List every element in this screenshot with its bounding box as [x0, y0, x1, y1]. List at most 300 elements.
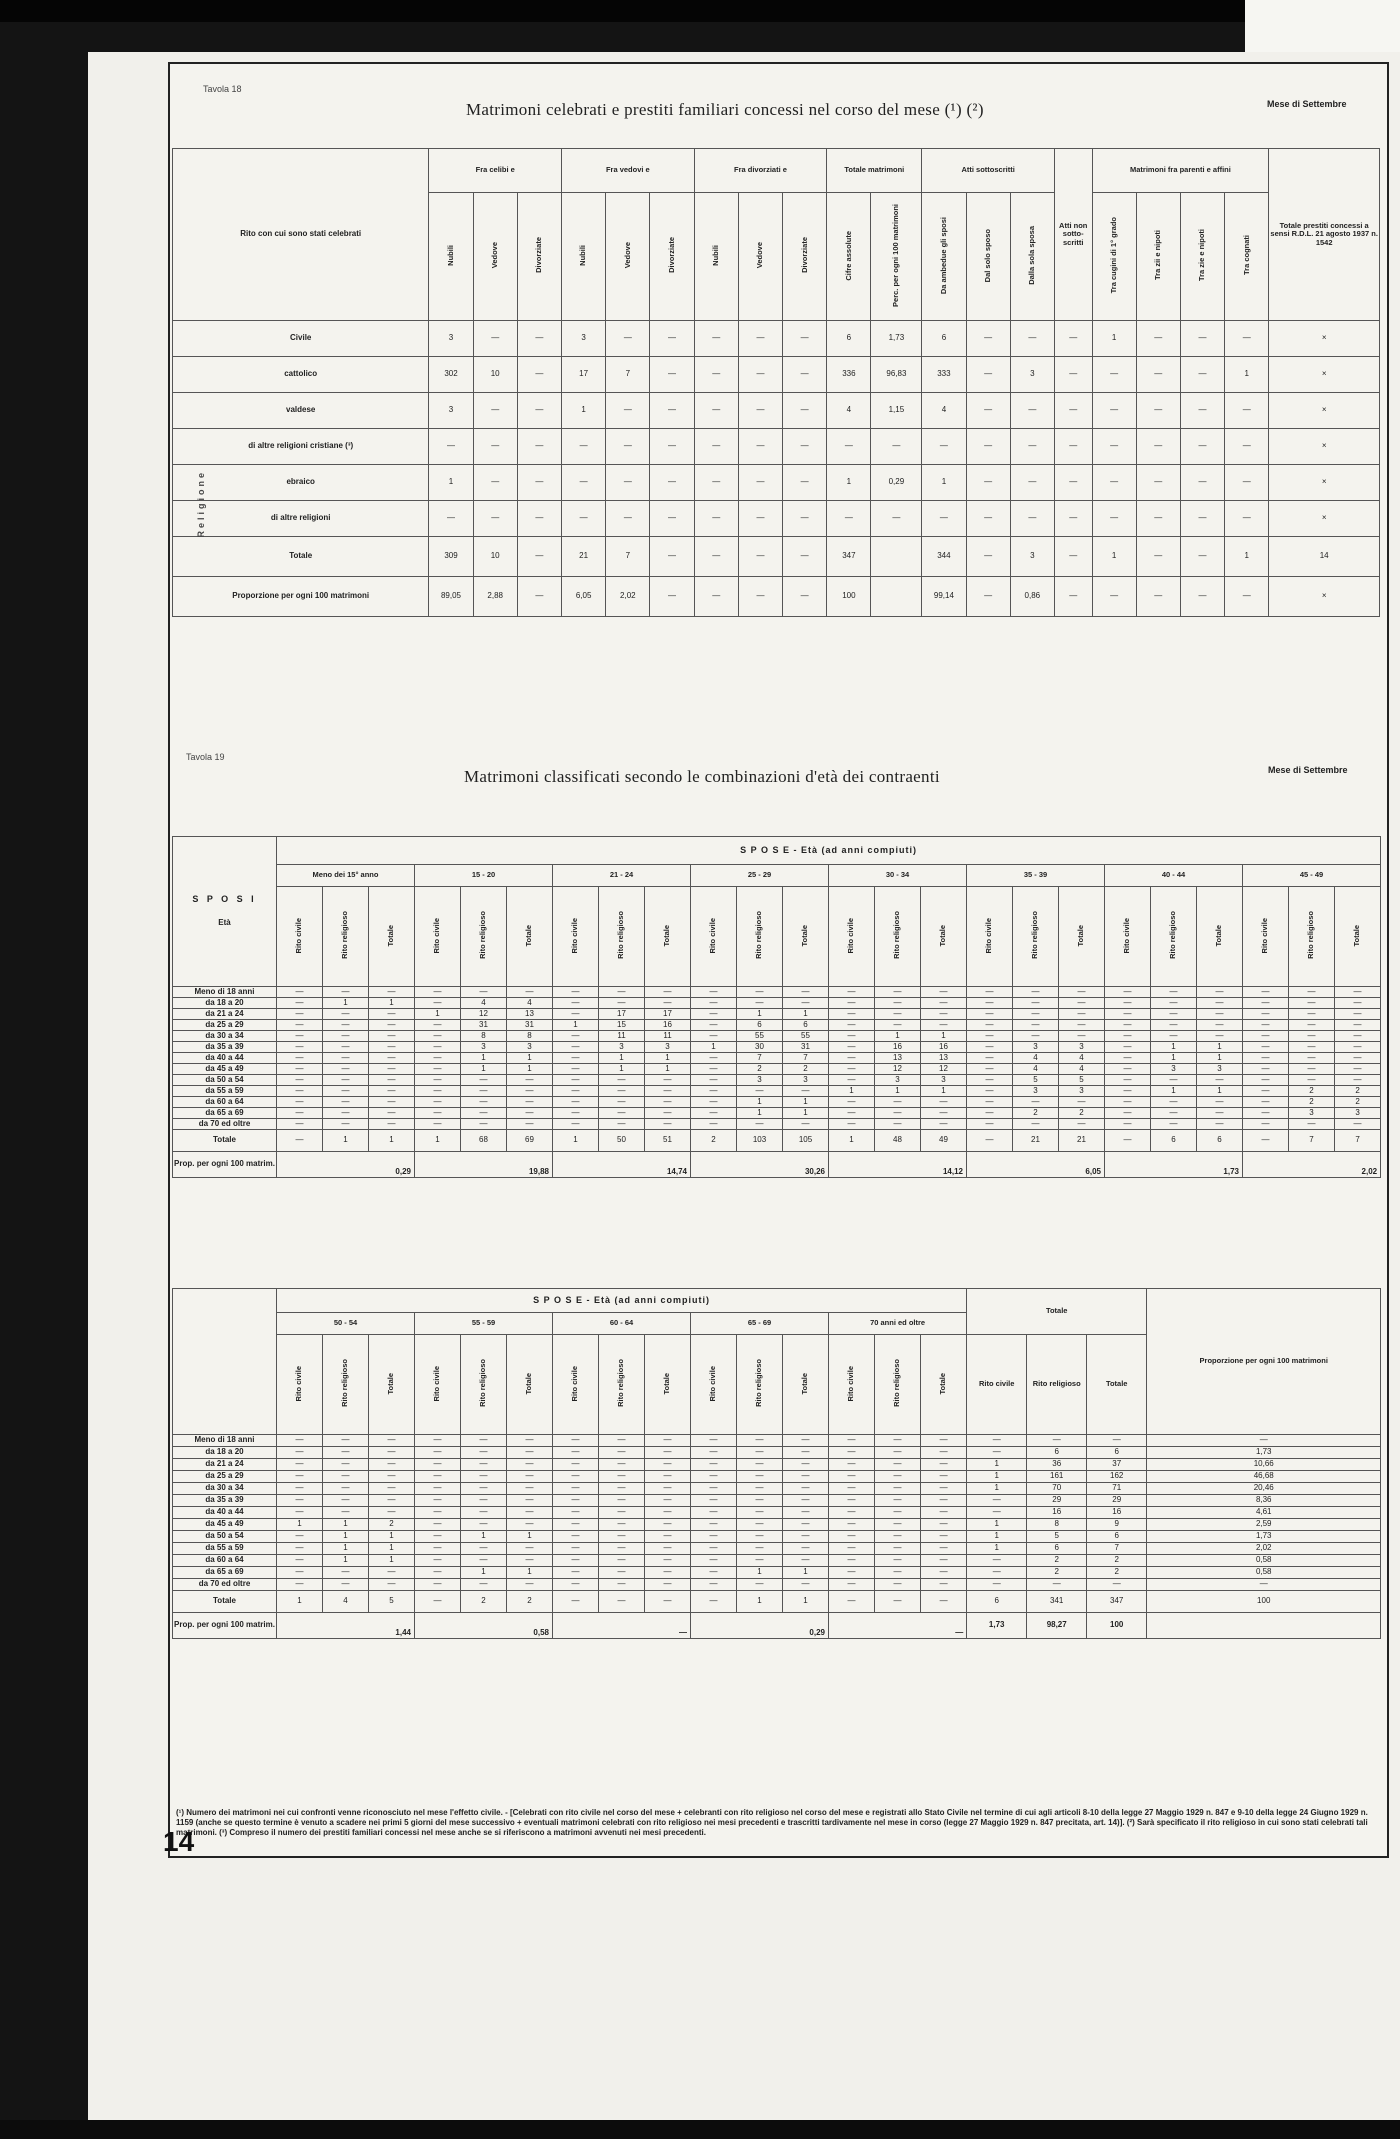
cell: 31	[783, 1042, 829, 1053]
cell: 1	[737, 1009, 783, 1020]
cell: —	[553, 1435, 599, 1447]
cell: —	[645, 1507, 691, 1519]
cell: 1	[1197, 1053, 1243, 1064]
cell: 100	[827, 577, 871, 617]
cell: —	[277, 998, 323, 1009]
table-row	[173, 357, 1380, 393]
cell: 6	[967, 1591, 1027, 1613]
cell: —	[461, 1543, 507, 1555]
cell: —	[599, 1555, 645, 1567]
cell: 89,05	[429, 577, 473, 617]
proportion-row	[173, 1152, 1381, 1178]
cell: —	[415, 1435, 461, 1447]
totale-subcol: Totale	[1087, 1335, 1147, 1435]
cell: —	[645, 1519, 691, 1531]
cell: 1	[737, 1108, 783, 1119]
cell: —	[783, 1086, 829, 1097]
group-atti-sottoscritti: Atti sottoscritti	[922, 149, 1055, 193]
cell: 2,02	[1147, 1543, 1381, 1555]
cell: —	[829, 1591, 875, 1613]
cell: 2	[1059, 1108, 1105, 1119]
cell: —	[1197, 1009, 1243, 1020]
cell: —	[737, 1495, 783, 1507]
subcol-rito-civile-text: Rito civile	[294, 1365, 304, 1402]
cell: 161	[1027, 1471, 1087, 1483]
cell: —	[691, 1075, 737, 1086]
cell: —	[1136, 577, 1180, 617]
cell: —	[507, 1108, 553, 1119]
page-number: 14	[163, 1826, 195, 1857]
cell: —	[967, 1064, 1013, 1075]
cell: 4	[1013, 1053, 1059, 1064]
cell: —	[738, 537, 782, 577]
cell: 1	[323, 1130, 369, 1152]
cell: —	[461, 1119, 507, 1130]
cell: —	[645, 987, 691, 998]
row-label: da 40 a 44	[173, 1507, 277, 1519]
cell: —	[1105, 1119, 1151, 1130]
cell: 29	[1087, 1495, 1147, 1507]
table-row	[173, 1567, 1381, 1579]
cell: —	[1136, 465, 1180, 501]
tavola-19-label: Tavola 19	[186, 752, 225, 762]
cell: —	[738, 501, 782, 537]
cell: —	[645, 1435, 691, 1447]
cell: 1	[1151, 1086, 1197, 1097]
cell: —	[737, 1543, 783, 1555]
cell: —	[277, 1053, 323, 1064]
age-group-header: 25 - 29	[691, 865, 829, 887]
cell: —	[1092, 577, 1136, 617]
subcol-rito-religioso	[323, 887, 369, 987]
cell: 1	[921, 1031, 967, 1042]
cell: 2	[1289, 1086, 1335, 1097]
cell: 31	[507, 1020, 553, 1031]
cell: 347	[1087, 1591, 1147, 1613]
cell: —	[323, 1567, 369, 1579]
cell: —	[1151, 987, 1197, 998]
cell: —	[461, 1555, 507, 1567]
subcol-rito-religioso-text: Rito religioso	[616, 911, 626, 960]
cell: —	[1105, 987, 1151, 998]
cell: —	[1105, 1042, 1151, 1053]
row-label: Totale	[173, 1591, 277, 1613]
cell: —	[694, 321, 738, 357]
cell: —	[1010, 429, 1054, 465]
cell: —	[415, 1053, 461, 1064]
cell: —	[1027, 1579, 1087, 1591]
cell: 1	[323, 1531, 369, 1543]
cell: —	[553, 1086, 599, 1097]
cell: 3	[783, 1075, 829, 1086]
cell: 4	[1013, 1064, 1059, 1075]
cell: 49	[921, 1130, 967, 1152]
cell: —	[967, 1042, 1013, 1053]
cell: 1	[921, 1086, 967, 1097]
proportion-cell: 14,74	[553, 1152, 691, 1178]
cell: —	[369, 1042, 415, 1053]
cell: —	[553, 1075, 599, 1086]
t18-subcol-13-text: Dalla sola sposa	[1027, 225, 1037, 285]
cell: 1	[691, 1042, 737, 1053]
t18-subcol-5	[650, 193, 694, 321]
cell: —	[737, 1447, 783, 1459]
subcol-totale-text: Totale	[1352, 924, 1362, 947]
cell: —	[829, 987, 875, 998]
cell: 6	[1027, 1543, 1087, 1555]
table-row	[173, 1591, 1381, 1613]
cell: —	[1136, 393, 1180, 429]
subcol-rito-religioso	[1013, 887, 1059, 987]
t18-subcol-0-text: Nubili	[445, 244, 455, 266]
row-label: Proporzione per ogni 100 matrimoni	[173, 577, 429, 617]
cell: —	[737, 1435, 783, 1447]
proportion-row	[173, 1613, 1381, 1639]
cell: —	[694, 537, 738, 577]
cell: —	[1243, 1086, 1289, 1097]
cell: —	[691, 1591, 737, 1613]
tavola-18-label: Tavola 18	[203, 84, 242, 94]
subcol-rito-civile	[277, 887, 323, 987]
cell: —	[1335, 1031, 1381, 1042]
cell: ×	[1269, 393, 1380, 429]
subcol-totale-text: Totale	[386, 1372, 396, 1395]
cell: —	[921, 1579, 967, 1591]
cell: —	[737, 1519, 783, 1531]
subcol-rito-religioso	[737, 887, 783, 987]
table-row	[173, 1519, 1381, 1531]
cell: —	[277, 1447, 323, 1459]
table-row	[173, 1097, 1381, 1108]
cell: —	[599, 1471, 645, 1483]
cell: 1	[783, 1009, 829, 1020]
cell: —	[967, 998, 1013, 1009]
subcol-totale-text: Totale	[938, 1372, 948, 1395]
cell: 6	[783, 1020, 829, 1031]
cell: —	[507, 1435, 553, 1447]
cell: 71	[1087, 1483, 1147, 1495]
cell: —	[1180, 393, 1224, 429]
cell: —	[323, 1097, 369, 1108]
row-label: da 65 a 69	[173, 1567, 277, 1579]
cell: —	[323, 1108, 369, 1119]
cell: —	[829, 998, 875, 1009]
cell: —	[1243, 1031, 1289, 1042]
cell: —	[691, 1435, 737, 1447]
tavola-19-mese: Mese di Settembre	[1268, 765, 1348, 775]
cell: —	[562, 465, 606, 501]
cell: —	[967, 1435, 1027, 1447]
subcol-rito-religioso-text: Rito religioso	[754, 911, 764, 960]
cell: —	[1054, 429, 1092, 465]
cell: —	[966, 577, 1010, 617]
cell: —	[1243, 1064, 1289, 1075]
cell: —	[562, 501, 606, 537]
cell: —	[1054, 321, 1092, 357]
cell: 1	[507, 1064, 553, 1075]
cell: —	[966, 429, 1010, 465]
cell: —	[1289, 1075, 1335, 1086]
cell: —	[875, 1531, 921, 1543]
row-label: di altre religioni cristiane (³)	[173, 429, 429, 465]
cell: —	[553, 1531, 599, 1543]
row-label: da 45 a 49	[173, 1064, 277, 1075]
subcol-totale-text: Totale	[1214, 924, 1224, 947]
cell: —	[277, 1579, 323, 1591]
cell: —	[645, 1579, 691, 1591]
cell: 2,59	[1147, 1519, 1381, 1531]
age-group-header: 40 - 44	[1105, 865, 1243, 887]
cell: —	[691, 1086, 737, 1097]
cell: —	[517, 429, 561, 465]
cell: —	[429, 501, 473, 537]
cell: —	[691, 1031, 737, 1042]
table-19-part-1	[172, 836, 1381, 1178]
cell: —	[1225, 501, 1269, 537]
totale-proportion-cell: 98,27	[1027, 1613, 1087, 1639]
cell: 5	[1013, 1075, 1059, 1086]
cell: 1	[553, 1130, 599, 1152]
proportion-cell: 0,29	[691, 1613, 829, 1639]
cell: 48	[875, 1130, 921, 1152]
cell: —	[507, 1447, 553, 1459]
cell: 11	[645, 1031, 691, 1042]
row-label: cattolico	[173, 357, 429, 393]
cell: —	[323, 1483, 369, 1495]
cell: —	[738, 429, 782, 465]
cell: —	[875, 1555, 921, 1567]
subcol-totale-text: Totale	[1076, 924, 1086, 947]
cell: —	[967, 1031, 1013, 1042]
cell	[871, 537, 922, 577]
cell: —	[369, 1507, 415, 1519]
cell: —	[1197, 1097, 1243, 1108]
cell: —	[921, 1097, 967, 1108]
cell: —	[415, 987, 461, 998]
cell: —	[737, 1555, 783, 1567]
subcol-rito-religioso	[323, 1335, 369, 1435]
cell: —	[277, 1483, 323, 1495]
cell: 16	[921, 1042, 967, 1053]
cell: —	[415, 1567, 461, 1579]
cell: —	[921, 1519, 967, 1531]
row-label: da 55 a 59	[173, 1543, 277, 1555]
cell: —	[415, 1108, 461, 1119]
row-label: da 25 a 29	[173, 1020, 277, 1031]
table-row	[173, 393, 1380, 429]
row-label: da 50 a 54	[173, 1531, 277, 1543]
age-group-header: 15 - 20	[415, 865, 553, 887]
cell: 3	[1010, 357, 1054, 393]
cell: —	[277, 1495, 323, 1507]
table-row	[173, 1053, 1381, 1064]
scan-bottom-border	[0, 2120, 1400, 2139]
t18-subcol-4	[606, 193, 650, 321]
scan-top-border	[0, 0, 1400, 22]
t18-subcol-17	[1225, 193, 1269, 321]
cell: —	[922, 501, 966, 537]
cell: —	[369, 1108, 415, 1119]
cell: —	[783, 987, 829, 998]
cell: —	[966, 321, 1010, 357]
cell: —	[1092, 429, 1136, 465]
rito-header: Rito con cui sono stati celebrati	[173, 149, 429, 321]
cell: —	[966, 537, 1010, 577]
cell: —	[783, 1519, 829, 1531]
cell: —	[691, 1543, 737, 1555]
cell: 4	[1059, 1053, 1105, 1064]
cell: 5	[1027, 1531, 1087, 1543]
t18-subcol-16-text: Tra zie e nipoti	[1197, 229, 1207, 282]
cell: ×	[1269, 321, 1380, 357]
cell: —	[553, 1591, 599, 1613]
cell: —	[323, 1507, 369, 1519]
cell: —	[966, 357, 1010, 393]
cell: —	[1151, 1119, 1197, 1130]
cell: —	[517, 321, 561, 357]
row-label: valdese	[173, 393, 429, 429]
proportion-cell: —	[553, 1613, 691, 1639]
cell: —	[1197, 1075, 1243, 1086]
spose-header: S P O S E - Età (ad anni compiuti)	[277, 837, 1381, 865]
cell: 12	[461, 1009, 507, 1020]
cell: —	[429, 429, 473, 465]
cell: —	[507, 1579, 553, 1591]
totale-header: Totale	[967, 1289, 1147, 1335]
subcol-rito-civile-text: Rito civile	[1260, 917, 1270, 954]
cell: 1	[507, 1567, 553, 1579]
cell: —	[599, 1519, 645, 1531]
cell: —	[553, 998, 599, 1009]
cell: —	[1013, 1031, 1059, 1042]
cell: —	[1289, 1009, 1335, 1020]
cell: —	[1105, 998, 1151, 1009]
cell: —	[921, 1009, 967, 1020]
age-group-header: 70 anni ed oltre	[829, 1313, 967, 1335]
cell: 1	[461, 1064, 507, 1075]
cell: —	[323, 1459, 369, 1471]
cell: —	[645, 1108, 691, 1119]
cell: —	[829, 1567, 875, 1579]
t18-subcol-6-text: Nubili	[711, 244, 721, 266]
cell: —	[783, 1579, 829, 1591]
cell: 6	[1087, 1531, 1147, 1543]
cell: —	[738, 577, 782, 617]
cell: —	[694, 357, 738, 393]
row-label: da 60 a 64	[173, 1097, 277, 1108]
cell: —	[415, 1471, 461, 1483]
cell: —	[737, 987, 783, 998]
cell: —	[1180, 429, 1224, 465]
cell: —	[369, 1483, 415, 1495]
subcol-rito-civile	[829, 1335, 875, 1435]
cell: —	[829, 1555, 875, 1567]
row-label: da 60 a 64	[173, 1555, 277, 1567]
cell: —	[829, 1519, 875, 1531]
cell: 8,36	[1147, 1495, 1381, 1507]
cell: 17	[645, 1009, 691, 1020]
cell: —	[694, 393, 738, 429]
subcol-rito-religioso	[875, 1335, 921, 1435]
cell: —	[1289, 1042, 1335, 1053]
cell: —	[415, 998, 461, 1009]
cell: —	[1225, 465, 1269, 501]
cell: —	[783, 1495, 829, 1507]
sposi-header-2	[173, 1289, 277, 1435]
row-label: Prop. per ogni 100 matrim.	[173, 1613, 277, 1639]
cell: —	[507, 987, 553, 998]
cell: 1	[461, 1053, 507, 1064]
t18-subcol-12	[966, 193, 1010, 321]
row-label: da 30 a 34	[173, 1483, 277, 1495]
cell: —	[966, 465, 1010, 501]
cell: 37	[1087, 1459, 1147, 1471]
cell: —	[323, 1075, 369, 1086]
subcol-totale-text: Totale	[800, 924, 810, 947]
cell: 1	[967, 1519, 1027, 1531]
cell: —	[1289, 1020, 1335, 1031]
cell: —	[783, 501, 827, 537]
cell: —	[875, 1119, 921, 1130]
cell: 7	[606, 537, 650, 577]
subcol-rito-civile	[829, 887, 875, 987]
cell: —	[691, 1053, 737, 1064]
cell: —	[1013, 1009, 1059, 1020]
cell: —	[691, 987, 737, 998]
cell: 1,73	[1147, 1531, 1381, 1543]
cell: 1	[967, 1531, 1027, 1543]
cell: —	[921, 1495, 967, 1507]
subcol-rito-religioso-text: Rito religioso	[340, 911, 350, 960]
cell: ×	[1269, 429, 1380, 465]
subcol-totale	[507, 887, 553, 987]
subcol-rito-civile	[415, 887, 461, 987]
subcol-rito-religioso-text: Rito religioso	[892, 911, 902, 960]
cell: —	[1010, 501, 1054, 537]
cell: 3	[461, 1042, 507, 1053]
proportion-cell: 0,29	[277, 1152, 415, 1178]
proportion-cell: 14,12	[829, 1152, 967, 1178]
cell: 3	[645, 1042, 691, 1053]
cell: 2	[1013, 1108, 1059, 1119]
cell: —	[1335, 987, 1381, 998]
cell: —	[783, 1471, 829, 1483]
cell: —	[1243, 998, 1289, 1009]
cell: —	[461, 1086, 507, 1097]
cell: —	[1151, 1097, 1197, 1108]
cell: —	[323, 1053, 369, 1064]
cell: —	[517, 393, 561, 429]
cell: —	[1147, 1579, 1381, 1591]
cell: —	[875, 1447, 921, 1459]
cell: 30	[737, 1042, 783, 1053]
group-vedovi: Fra vedovi e	[562, 149, 695, 193]
cell: 1	[323, 1519, 369, 1531]
cell: 2	[1335, 1086, 1381, 1097]
cell: 16	[645, 1020, 691, 1031]
proportion-cell: 1,44	[277, 1613, 415, 1639]
t18-subcol-17-text: Tra cognati	[1241, 235, 1251, 276]
cell: 1	[922, 465, 966, 501]
cell: 11	[599, 1031, 645, 1042]
cell: 1	[783, 1097, 829, 1108]
row-label: di altre religioni	[173, 501, 429, 537]
cell: 1	[323, 1555, 369, 1567]
cell: —	[1054, 501, 1092, 537]
cell: 20,46	[1147, 1483, 1381, 1495]
cell: —	[277, 1543, 323, 1555]
cell: 3	[429, 321, 473, 357]
